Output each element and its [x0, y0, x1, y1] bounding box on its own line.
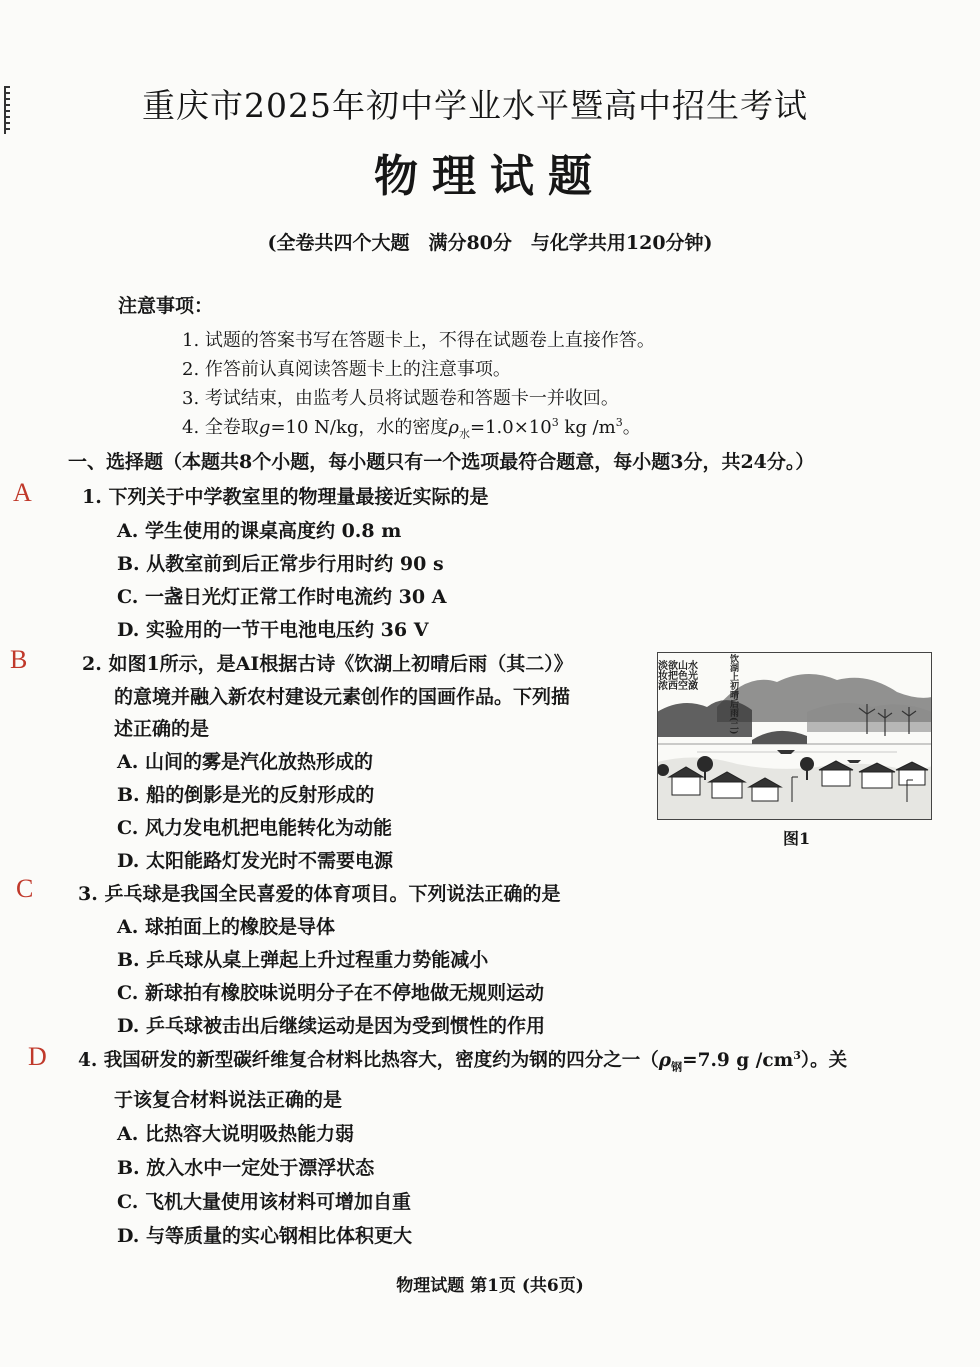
notice-item: 2. 作答前认真阅读答题卡上的注意事项。 [182, 359, 511, 380]
question-3-option-a: A. 球拍面上的橡胶是导体 [117, 916, 335, 938]
exam-title: 重庆市2025年初中学业水平暨高中招生考试 [142, 86, 808, 125]
poem-column: 水光潋 [685, 660, 697, 690]
notice-item4-prefix: 4. 全卷取 [182, 417, 259, 438]
rho-subscript: 水 [458, 427, 470, 441]
symbol-rho: ρ [448, 417, 459, 438]
question-4-stem-line1 [78, 1046, 847, 1075]
figure-1-caption: 图1 [783, 829, 811, 848]
notice-item4-eq: =1.0×10 [469, 417, 552, 438]
question-2-option-b: B. 船的倒影是光的反射形成的 [117, 784, 375, 806]
section-heading: 一、选择题（本题共8个小题，每小题只有一个选项最符合题意，每小题3分，共24分。） [68, 451, 815, 473]
question-2-option-d: D. 太阳能路灯发光时不需要电源 [117, 850, 394, 872]
question-1-stem: 1. 下列关于中学教室里的物理量最接近实际的是 [82, 486, 489, 508]
exponent: 3 [551, 416, 559, 429]
rho-subscript: 钢 [671, 1060, 683, 1074]
handwritten-answer-mark: C [16, 874, 34, 903]
question-3-stem: 3. 乒乓球是我国全民喜爱的体育项目。下列说法正确的是 [78, 883, 561, 905]
question-3-option-d: D. 乒乓球被击出后继续运动是因为受到惯性的作用 [117, 1015, 546, 1037]
question-2-stem-line: 的意境并融入新农村建设元素创作的国画作品。下列描 [114, 686, 571, 708]
notice-item: 3. 考试结束，由监考人员将试题卷和答题卡一并收回。 [182, 388, 619, 409]
page-footer: 物理试题 第1页 (共6页) [396, 1276, 584, 1296]
notice-item4-mid: =10 N/kg，水的密度 [270, 417, 449, 438]
question-1-option-a: A. 学生使用的课桌高度约 0.8 m [117, 520, 402, 542]
symbol-g: g [258, 417, 271, 438]
poem-column: 山色空 [675, 660, 687, 690]
question-4-stem-line2: 于该复合材料说法正确的是 [114, 1089, 343, 1111]
notice-item4-end: 。 [622, 417, 641, 438]
question-1-option-b: B. 从教室前到后正常步行用时约 90 s [117, 553, 444, 575]
question-2-stem-line: 2. 如图1所示，是AI根据古诗《饮湖上初晴后雨（其二）》 [82, 653, 573, 675]
exponent: 3 [793, 1048, 801, 1062]
question-1-option-c: C. 一盏日光灯正常工作时电流约 30 A [117, 586, 447, 608]
question-3-option-c: C. 新球拍有橡胶味说明分子在不停地做无规则运动 [117, 982, 545, 1004]
poem-title: 饮湖上初晴后雨(二) [728, 654, 738, 735]
question-2-option-a: A. 山间的雾是汽化放热形成的 [117, 751, 373, 773]
q4-stem-prefix: 4. 我国研发的新型碳纤维复合材料比热容大，密度约为钢的四分之一（ [78, 1050, 659, 1071]
handwritten-answer-mark: D [28, 1042, 47, 1071]
question-2-stem-line: 述正确的是 [114, 718, 210, 740]
notice-item-4 [182, 413, 641, 442]
notice-item4-unit: kg /m [558, 417, 616, 438]
poem-column: 淡妆浓 [655, 660, 667, 690]
notice-heading: 注意事项： [118, 295, 214, 317]
question-4-option-c: C. 飞机大量使用该材料可增加自重 [117, 1191, 412, 1213]
notice-item: 1. 试题的答案书写在答题卡上，不得在试题卷上直接作答。 [182, 330, 655, 351]
subject-title: 物理试题 [374, 151, 606, 202]
question-4-option-d: D. 与等质量的实心钢相比体积更大 [117, 1225, 413, 1247]
unit-exponent: 3 [615, 416, 623, 429]
question-1-option-d: D. 实验用的一节干电池电压约 36 V [117, 619, 429, 641]
symbol-rho: ρ [658, 1050, 672, 1071]
handwritten-answer-mark: B [10, 645, 28, 674]
figure-1-ink-painting [657, 652, 932, 820]
question-2-option-c: C. 风力发电机把电能转化为动能 [117, 817, 393, 839]
question-4-option-a: A. 比热容大说明吸热能力弱 [117, 1123, 354, 1145]
q4-stem-eq: =7.9 g /cm [682, 1050, 794, 1071]
exam-info: (全卷共四个大题 满分80分 与化学共用120分钟) [267, 232, 713, 254]
poem-column: 欲把西 [665, 660, 677, 690]
handwritten-answer-mark: A [13, 478, 32, 507]
question-4-option-b: B. 放入水中一定处于漂浮状态 [117, 1157, 375, 1179]
question-3-option-b: B. 乒乓球从桌上弹起上升过程重力势能减小 [117, 949, 489, 971]
q4-stem-end: ）。关 [800, 1050, 848, 1071]
